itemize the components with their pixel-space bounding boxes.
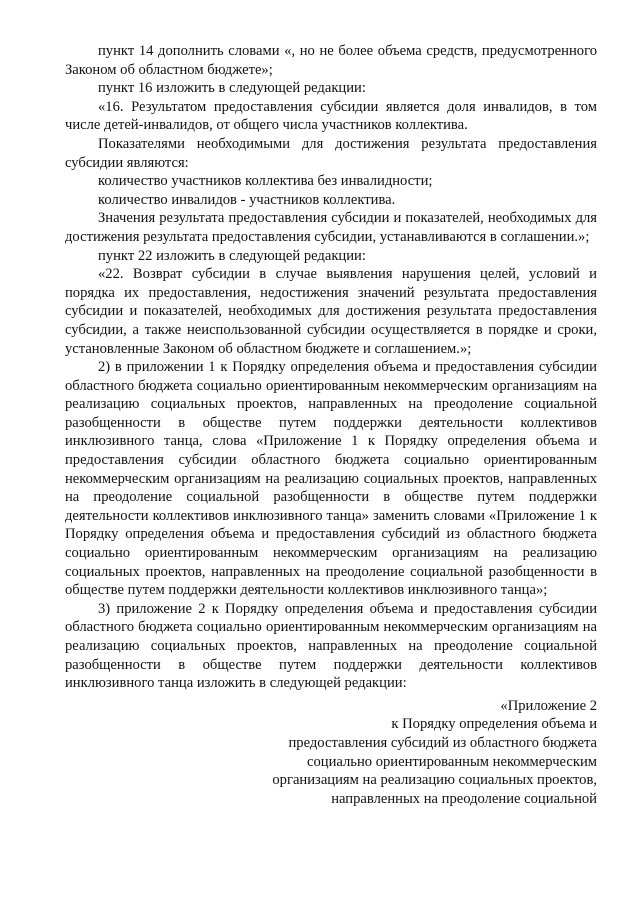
paragraph: количество инвалидов - участников коллектива. [98,191,396,208]
paragraph: «16. Результатом предоставления субсидии является доля инвалидов, в том числе детей-инвалидов, от общего числа участников коллектива. [65,98,597,134]
paragraph: Показателями необходимыми для достижения результата предоставления субсидии являются: [65,135,597,171]
appendix-line: «Приложение 2 [500,697,597,714]
paragraph: пункт 16 изложить в следующей редакции: [98,80,366,97]
appendix-heading-block [65,697,597,809]
document-body [65,42,597,808]
paragraph: количество участников коллектива без инвалидности; [98,173,433,190]
paragraph: Значения результата предоставления субсидии и показателей, необходимых для достижения результата предоставления субсидии, устанавливаются в соглашении.»; [65,210,597,245]
appendix-line: предоставления субсидий из областного бюджета [288,734,597,751]
appendix-line: к Порядку определения объема и [391,716,597,733]
paragraph: «22. Возврат субсидии в случае выявления нарушения целей, условий и порядка их предоставления, недостижения значений результата предоставления субсидии и показателей, необходимых для достижения результата предоставления субсидии, а также неиспользованной субсидии осуществляется в порядке и сроки, установленные Законом об областном бюджете и соглашением.»; [65,266,597,357]
appendix-line: направленных на преодоление социальной [331,790,597,807]
paragraph: 3) приложение 2 к Порядку определения объема и предоставления субсидии областного бюджета социально ориентированным некоммерческим организациям на реализацию социальных проектов, направленных на преодоление социальной разобщенности в обществе путем поддержки деятельности коллективов инклюзивного танца изложить в следующей редакции: [65,600,597,692]
paragraph: пункт 22 изложить в следующей редакции: [98,247,366,264]
appendix-line: социально ориентированным некоммерческим [307,753,597,770]
paragraph: пункт 14 дополнить словами «, но не более объема средств, предусмотренного Законом об областном бюджете»; [65,43,597,78]
appendix-line: организациям на реализацию социальных проектов, [272,772,597,789]
paragraph: 2) в приложении 1 к Порядку определения объема и предоставления субсидии областного бюджета социально ориентированным некоммерческим организациям на реализацию социальных проектов, направленных на преодоление социальной разобщенности в обществе путем поддержки деятельности коллективов инклюзивного танца, слова «Приложение 1 к Порядку определения объема и предоставления субсидии областного бюджета социально ориентированным некоммерческим организациям на реализацию социальных проектов, направленных на преодоление социальной разобщенности в обществе путем поддержки деятельности коллективов инклюзивного танца» заменить словами «Приложение 1 к Порядку определения объема и предоставления субсидий из областного бюджета социально ориентированным некоммерческим организациям на реализацию социальных проектов, направленных на преодоление социальной разобщенности в обществе путем поддержки деятельности коллективов инклюзивного танца»; [65,359,597,599]
